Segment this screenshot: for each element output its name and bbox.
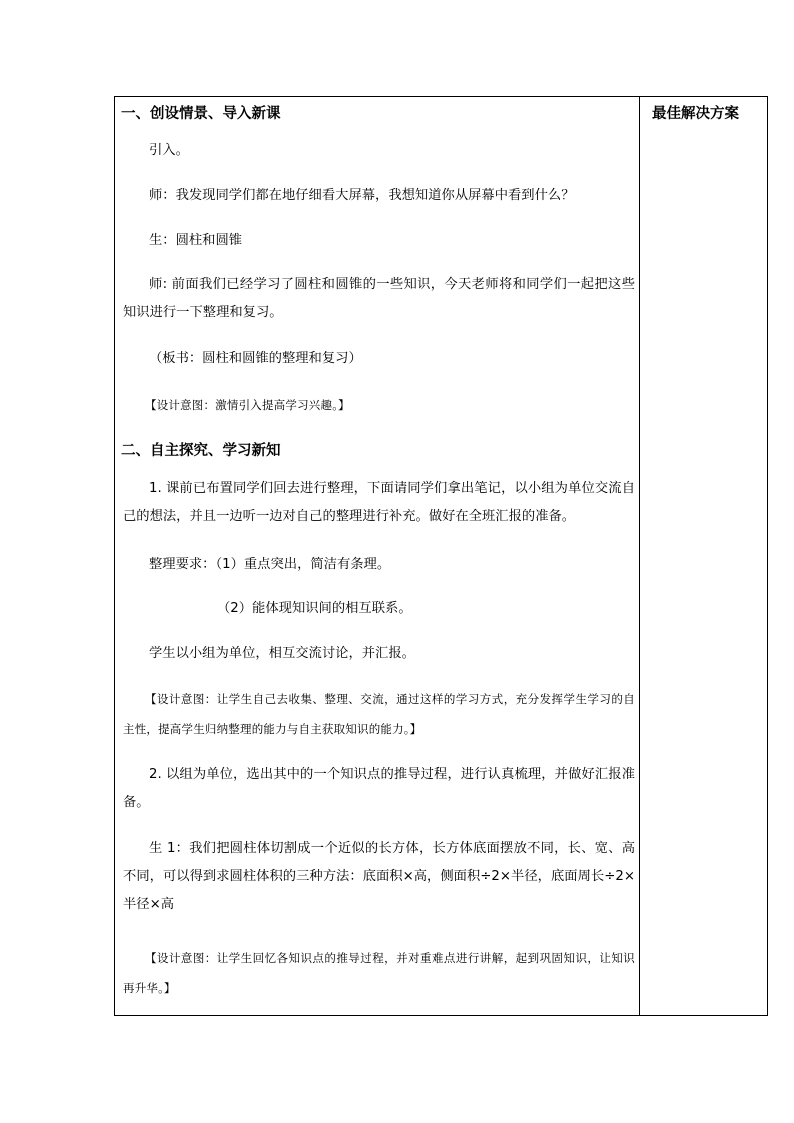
section2-paragraph-6: 生 1：我们把圆柱体切割成一个近似的长方体，长方体底面摆放不同，长、宽、高不同，可以得到求圆柱体积的三种方法：底面积×高，侧面积÷2×半径，底面周长÷2×半径×高 (123, 841, 635, 912)
section1-paragraph-2: 师：我发现同学们都在地仔细看大屏幕，我想知道你从屏幕中看到什么？ (149, 188, 575, 203)
section2-paragraph-1: 1. 课前已布置同学们回去进行整理，下面请同学们拿出笔记，以小组为单位交流自己的想法，并且一边听一边对自己的整理进行补充。做好在全班汇报的准备。 (123, 481, 635, 524)
lesson-plan-table (114, 96, 768, 1016)
section2-design-intent-2: 【设计意图：让学生回忆各知识点的推导过程，并对重难点进行讲解，起到巩固知识，让知识再升华。】 (123, 951, 635, 995)
solution-cell (640, 97, 768, 1015)
section2-design-intent-1: 【设计意图：让学生自己去收集、整理、交流，通过这样的学习方式，充分发挥学生学习的自主性，提高学生归纳整理的能力与自主获取知识的能力。】 (123, 692, 635, 736)
section1-heading: 一、创设情景、导入新课 (121, 106, 281, 122)
section2-paragraph-2: 整理要求：（1）重点突出，简洁有条理。 (149, 557, 391, 572)
section2-paragraph-4: 学生以小组为单位，相互交流讨论，并汇报。 (149, 646, 415, 661)
main-content-cell (115, 97, 639, 1015)
section1-paragraph-5: （板书：圆柱和圆锥的整理和复习） (149, 351, 362, 366)
section1-design-intent: 【设计意图：激情引入提高学习兴趣。】 (145, 398, 350, 412)
section1-paragraph-4: 师: 前面我们已经学习了圆柱和圆锥的一些知识，今天老师将和同学们一起把这些知识进行一下整理和复习。 (123, 277, 635, 320)
section1-paragraph-1: 引入。 (149, 143, 189, 158)
section2-paragraph-5: 2. 以组为单位，选出其中的一个知识点的推导过程，进行认真梳理，并做好汇报准备。 (123, 767, 635, 810)
section2-heading: 二、自主探究、学习新知 (121, 443, 281, 459)
solution-header: 最佳解决方案 (652, 106, 739, 122)
section2-paragraph-3: （2）能体现知识间的相互联系。 (217, 601, 412, 616)
section1-paragraph-3: 生：圆柱和圆锥 (149, 233, 243, 248)
